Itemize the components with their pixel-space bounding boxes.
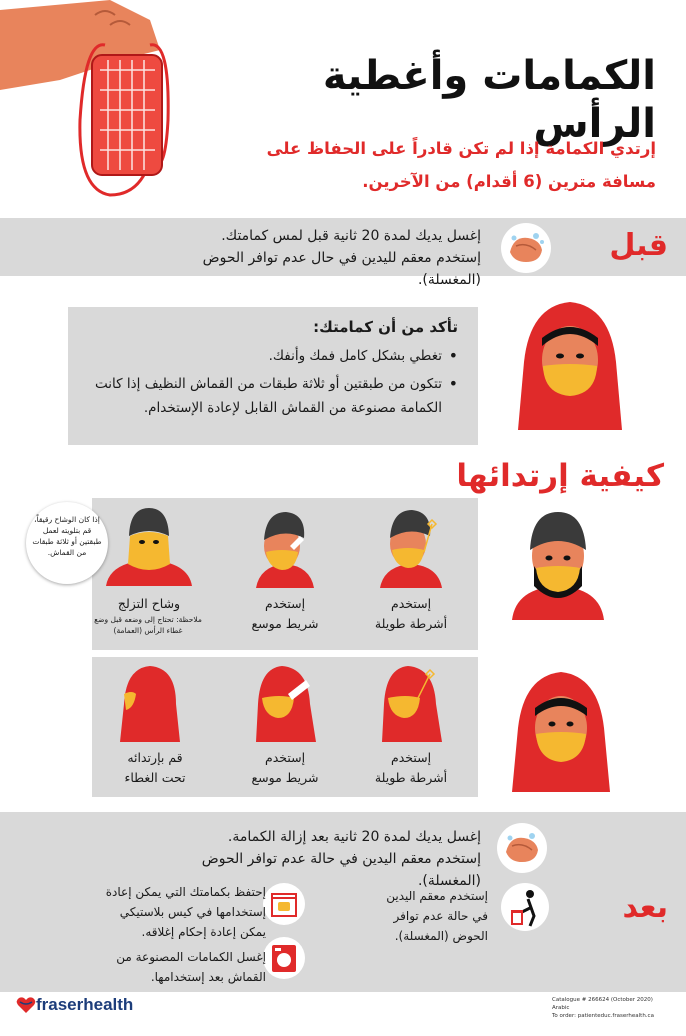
hijab-wide-band-illustration — [254, 664, 316, 742]
woman-hijab-mask-illustration-2 — [512, 672, 610, 792]
man-turban-mask-illustration — [512, 510, 604, 620]
checklist-item: • تتكون من طبقتين أو ثلاثة طبقات من القماش النظيف إذا كانت الكمامة مصنوعة من القماش القابل لإعادة الإستخدام. — [78, 372, 458, 420]
caption-under-cover: قم بإرتدائه تحت الغطاء — [124, 750, 186, 785]
after-label: بعد — [622, 890, 668, 925]
handwash-icon — [496, 822, 548, 874]
hand-holding-mask-icon — [0, 0, 200, 210]
catalogue-number: Catalogue # 266624 (October 2020) Arabic — [552, 997, 653, 1011]
caption-wide-band-2: إستخدم شريط موسع — [251, 750, 319, 785]
after-line-2: إستخدم معقم اليدين في حالة عدم توافر الحوض (المغسلة). — [201, 851, 481, 889]
turban-long-ties-illustration — [380, 506, 442, 588]
after-store-tip: إحتفظ بكمامتك التي يمكن إعادة إستخدامها في كيس بلاستيكي يمكن إعادة إحكام إغلاقه. — [105, 885, 266, 939]
checklist-item: • تغطي بشكل كامل فمك وأنفك. — [78, 344, 458, 368]
brand-name: fraserhealth — [36, 995, 134, 1014]
heart-logo-icon — [16, 996, 36, 1014]
howto-title: كيفية إرتدائها — [456, 458, 664, 494]
woman-hijab-mask-illustration — [518, 302, 622, 430]
bag-icon — [262, 882, 306, 926]
caption-snow-scarf: وشاح التزلج — [117, 596, 181, 611]
catalogue-info — [552, 996, 662, 1020]
checklist-title: تأكد من أن كمامتك: — [313, 318, 458, 336]
snow-scarf-note: ملاحظة: تحتاج إلى وضعه قبل وضع غطاء الرأس (العمامة) — [94, 615, 202, 635]
after-line-1: إغسل يديك لمدة 20 ثانية بعد إزالة الكمامة. — [227, 829, 481, 845]
caption-long-ties: إستخدم أشرطة طويلة — [374, 596, 448, 631]
caption-long-ties-2: إستخدم أشرطة طويلة — [374, 750, 448, 785]
turban-snow-scarf-illustration — [106, 506, 192, 586]
checklist — [78, 344, 458, 424]
before-line-1: إغسل يديك لمدة 20 ثانية قبل لمس كمامتك. — [221, 228, 481, 244]
page-subtitle: إرتدي الكمامة إذا لم تكن قادراً على الحفاظ على مسافة مترين (6 أقدام) من الآخرين. — [266, 139, 656, 191]
after-sanitizer-tip: إستخدم معقم اليدين في حالة عدم توافر الحوض (المغسلة). — [386, 889, 488, 943]
hijab-under-cover-illustration — [118, 664, 180, 742]
hijab-long-ties-illustration — [380, 664, 442, 742]
before-line-2: إستخدم معقم لليدين في حال عدم توافر الحوض (المغسلة). — [202, 250, 481, 288]
washing-machine-icon — [262, 936, 306, 980]
turban-wide-band-illustration — [254, 510, 316, 588]
trash-icon — [500, 882, 550, 932]
after-wash-tip: إغسل الكمامات المصنوعة من القماش بعد إستخدامها. — [116, 950, 266, 984]
before-instructions — [141, 225, 481, 291]
handwash-icon — [500, 222, 552, 274]
order-info: To order: patienteduc.fraserhealth.ca — [552, 1013, 654, 1019]
page-title: الكمامات وأغطية الرأس — [322, 53, 656, 147]
caption-wide-band: إستخدم شريط موسع — [251, 596, 319, 631]
before-label: قبل — [609, 228, 668, 263]
scarf-tip-bubble: إذا كان الوشاح رقيقاً، قم بتلويته لعمل طبقتين أو ثلاثة طبقات من القماش. — [26, 502, 108, 584]
